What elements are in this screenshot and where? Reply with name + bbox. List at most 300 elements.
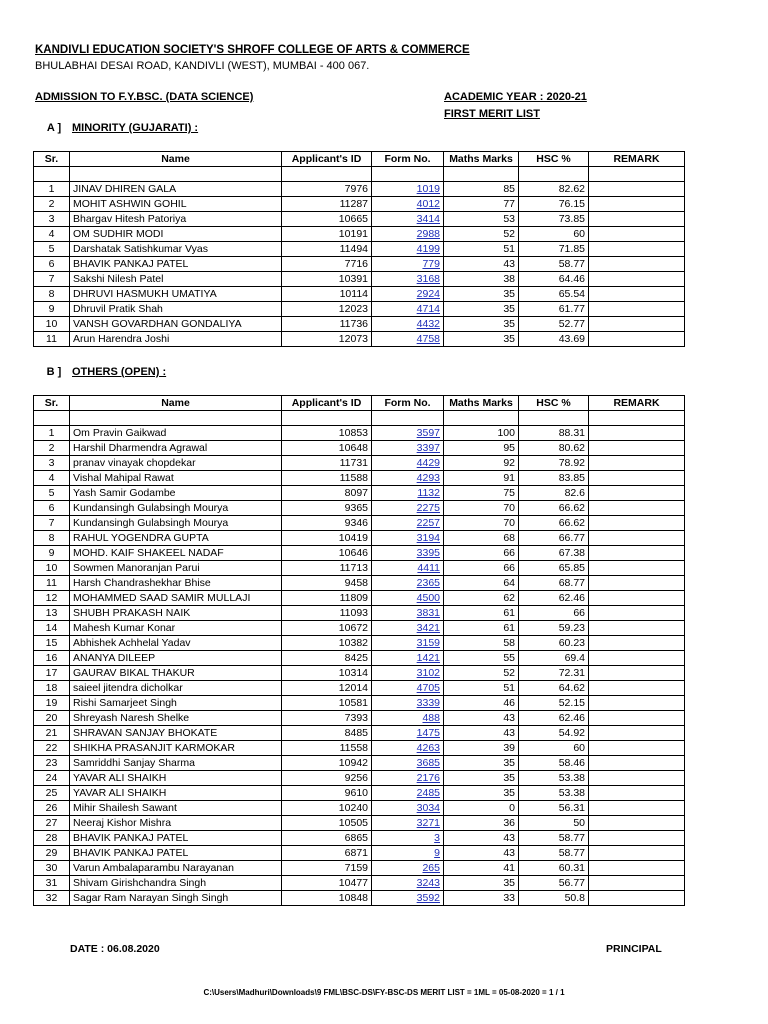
table-row (34, 182, 685, 197)
cell-sr: 25 (34, 786, 70, 801)
cell-name: Bhargav Hitesh Patoriya (70, 212, 282, 227)
table-row (34, 212, 685, 227)
cell-name: Harsh Chandrashekhar Bhise (70, 576, 282, 591)
cell-form[interactable] (372, 456, 444, 471)
table-row (34, 621, 685, 636)
cell-form[interactable] (372, 546, 444, 561)
form-number-link[interactable]: 4012 (416, 198, 440, 210)
merit-list-title: FIRST MERIT LIST (444, 108, 540, 120)
form-number-link[interactable]: 4500 (416, 592, 440, 604)
cell-sr: 27 (34, 816, 70, 831)
cell-form[interactable] (372, 876, 444, 891)
cell-name: Kundansingh Gulabsingh Mourya (70, 516, 282, 531)
cell-maths: 43 (444, 846, 519, 861)
cell-id: 12023 (282, 302, 372, 317)
cell-sr: 4 (34, 471, 70, 486)
table-row (34, 876, 685, 891)
cell-hsc: 62.46 (519, 711, 589, 726)
cell-form[interactable] (372, 891, 444, 906)
blank-cell (589, 167, 685, 182)
blank-cell (519, 167, 589, 182)
cell-sr: 4 (34, 227, 70, 242)
cell-hsc: 43.69 (519, 332, 589, 347)
cell-id: 10382 (282, 636, 372, 651)
cell-maths: 35 (444, 302, 519, 317)
cell-remark (589, 636, 685, 651)
table-row (34, 257, 685, 272)
cell-name: MOHAMMED SAAD SAMIR MULLAJI (70, 591, 282, 606)
cell-sr: 11 (34, 332, 70, 347)
cell-name: JINAV DHIREN GALA (70, 182, 282, 197)
cell-form[interactable] (372, 287, 444, 302)
cell-form[interactable] (372, 302, 444, 317)
cell-remark (589, 227, 685, 242)
applicant-id-header: Applicant's ID (282, 396, 372, 411)
cell-form[interactable] (372, 606, 444, 621)
form-number-link[interactable]: 4714 (416, 303, 440, 315)
cell-form[interactable] (372, 801, 444, 816)
cell-sr: 6 (34, 257, 70, 272)
cell-form[interactable] (372, 756, 444, 771)
cell-remark (589, 456, 685, 471)
cell-id: 10191 (282, 227, 372, 242)
cell-remark (589, 801, 685, 816)
cell-hsc: 50.8 (519, 891, 589, 906)
form-number-link[interactable]: 2275 (416, 502, 440, 514)
cell-hsc: 52.15 (519, 696, 589, 711)
cell-name: RAHUL YOGENDRA GUPTA (70, 531, 282, 546)
cell-id: 10240 (282, 801, 372, 816)
table-row (34, 332, 685, 347)
cell-id: 8485 (282, 726, 372, 741)
cell-name: YAVAR ALI SHAIKH (70, 771, 282, 786)
section-label: A ] (46, 122, 62, 134)
cell-form[interactable] (372, 711, 444, 726)
cell-form[interactable] (372, 516, 444, 531)
cell-hsc: 60 (519, 227, 589, 242)
cell-name: Vishal Mahipal Rawat (70, 471, 282, 486)
cell-form[interactable] (372, 212, 444, 227)
blank-cell (589, 411, 685, 426)
cell-name: Sagar Ram Narayan Singh Singh (70, 891, 282, 906)
table-row (34, 426, 685, 441)
cell-name: GAURAV BIKAL THAKUR (70, 666, 282, 681)
form-number-link[interactable]: 1475 (416, 727, 440, 739)
cell-sr: 29 (34, 846, 70, 861)
cell-maths: 64 (444, 576, 519, 591)
cell-name: Mihir Shailesh Sawant (70, 801, 282, 816)
form-number-link[interactable]: 3159 (416, 637, 440, 649)
cell-maths: 85 (444, 182, 519, 197)
table-row (34, 197, 685, 212)
cell-remark (589, 891, 685, 906)
cell-id: 10505 (282, 816, 372, 831)
cell-remark (589, 741, 685, 756)
cell-maths: 35 (444, 287, 519, 302)
blank-cell (282, 167, 372, 182)
cell-remark (589, 831, 685, 846)
cell-hsc: 62.46 (519, 591, 589, 606)
cell-remark (589, 696, 685, 711)
cell-form[interactable] (372, 771, 444, 786)
cell-remark (589, 441, 685, 456)
cell-maths: 43 (444, 726, 519, 741)
cell-maths: 77 (444, 197, 519, 212)
cell-remark (589, 771, 685, 786)
cell-form[interactable] (372, 741, 444, 756)
cell-form[interactable] (372, 182, 444, 197)
cell-sr: 30 (34, 861, 70, 876)
cell-hsc: 60 (519, 741, 589, 756)
cell-remark (589, 531, 685, 546)
date-label: DATE : 06.08.2020 (70, 943, 160, 955)
cell-hsc: 53.38 (519, 786, 589, 801)
cell-maths: 51 (444, 242, 519, 257)
form-number-link[interactable]: 3271 (416, 817, 440, 829)
cell-form[interactable] (372, 227, 444, 242)
cell-hsc: 67.38 (519, 546, 589, 561)
cell-remark (589, 287, 685, 302)
cell-remark (589, 257, 685, 272)
form-number-link[interactable]: 3102 (416, 667, 440, 679)
cell-form[interactable] (372, 531, 444, 546)
form-number-link[interactable]: 4432 (416, 318, 440, 330)
cell-maths: 91 (444, 471, 519, 486)
cell-id: 7976 (282, 182, 372, 197)
cell-form[interactable] (372, 197, 444, 212)
cell-maths: 58 (444, 636, 519, 651)
cell-hsc: 56.31 (519, 801, 589, 816)
table-row (34, 651, 685, 666)
blank-cell (444, 167, 519, 182)
blank-cell (70, 411, 282, 426)
cell-sr: 2 (34, 197, 70, 212)
cell-sr: 6 (34, 501, 70, 516)
cell-id: 10114 (282, 287, 372, 302)
cell-name: Sakshi Nilesh Patel (70, 272, 282, 287)
cell-maths: 95 (444, 441, 519, 456)
cell-form[interactable] (372, 501, 444, 516)
cell-hsc: 58.77 (519, 846, 589, 861)
cell-form[interactable] (372, 666, 444, 681)
form-number-link[interactable]: 3243 (416, 877, 440, 889)
form-number-link[interactable]: 779 (422, 258, 440, 270)
cell-hsc: 69.4 (519, 651, 589, 666)
cell-form[interactable] (372, 486, 444, 501)
cell-hsc: 82.6 (519, 486, 589, 501)
cell-hsc: 53.38 (519, 771, 589, 786)
cell-hsc: 61.77 (519, 302, 589, 317)
form-number-link[interactable]: 4429 (416, 457, 440, 469)
cell-hsc: 72.31 (519, 666, 589, 681)
cell-remark (589, 876, 685, 891)
form-number-link[interactable]: 4263 (416, 742, 440, 754)
cell-name: DHRUVI HASMUKH UMATIYA (70, 287, 282, 302)
college-name: KANDIVLI EDUCATION SOCIETY'S SHROFF COLLEGE OF ARTS & COMMERCE (35, 44, 470, 56)
table-row (34, 302, 685, 317)
cell-remark (589, 591, 685, 606)
cell-name: BHAVIK PANKAJ PATEL (70, 257, 282, 272)
cell-form[interactable] (372, 242, 444, 257)
cell-id: 10581 (282, 696, 372, 711)
cell-remark (589, 242, 685, 257)
cell-hsc: 71.85 (519, 242, 589, 257)
cell-sr: 5 (34, 242, 70, 257)
cell-sr: 19 (34, 696, 70, 711)
cell-form[interactable] (372, 257, 444, 272)
form-number-link[interactable]: 3592 (416, 892, 440, 904)
cell-remark (589, 576, 685, 591)
table-row (34, 786, 685, 801)
cell-id: 7393 (282, 711, 372, 726)
form-number-link[interactable]: 3831 (416, 607, 440, 619)
cell-form[interactable] (372, 726, 444, 741)
cell-maths: 66 (444, 561, 519, 576)
table-row (34, 681, 685, 696)
cell-maths: 0 (444, 801, 519, 816)
cell-sr: 1 (34, 426, 70, 441)
cell-sr: 16 (34, 651, 70, 666)
cell-hsc: 65.85 (519, 561, 589, 576)
cell-maths: 43 (444, 831, 519, 846)
maths-marks-header: Maths Marks (444, 396, 519, 411)
form-number-link[interactable]: 4411 (417, 562, 440, 574)
cell-id: 11731 (282, 456, 372, 471)
cell-id: 9365 (282, 501, 372, 516)
form-number-link[interactable]: 2176 (416, 772, 440, 784)
form-number-link[interactable]: 3168 (416, 273, 440, 285)
cell-form[interactable] (372, 332, 444, 347)
cell-hsc: 66.62 (519, 501, 589, 516)
cell-sr: 5 (34, 486, 70, 501)
cell-form[interactable] (372, 696, 444, 711)
cell-form[interactable] (372, 861, 444, 876)
cell-maths: 43 (444, 257, 519, 272)
form-number-link[interactable]: 3034 (416, 802, 440, 814)
cell-form[interactable] (372, 272, 444, 287)
cell-id: 10853 (282, 426, 372, 441)
cell-remark (589, 546, 685, 561)
cell-form[interactable] (372, 681, 444, 696)
form-number-link[interactable]: 2257 (416, 517, 440, 529)
cell-sr: 11 (34, 576, 70, 591)
cell-sr: 3 (34, 212, 70, 227)
cell-id: 8425 (282, 651, 372, 666)
cell-maths: 92 (444, 456, 519, 471)
cell-hsc: 83.85 (519, 471, 589, 486)
cell-sr: 10 (34, 561, 70, 576)
cell-maths: 75 (444, 486, 519, 501)
cell-id: 9458 (282, 576, 372, 591)
cell-remark (589, 561, 685, 576)
cell-sr: 17 (34, 666, 70, 681)
table-row (34, 816, 685, 831)
table-row (34, 606, 685, 621)
cell-name: Dhruvil Pratik Shah (70, 302, 282, 317)
cell-name: SHUBH PRAKASH NAIK (70, 606, 282, 621)
remark-header: REMARK (589, 152, 685, 167)
cell-form[interactable] (372, 816, 444, 831)
form-number-link[interactable]: 4705 (416, 682, 440, 694)
cell-form[interactable] (372, 441, 444, 456)
cell-remark (589, 651, 685, 666)
cell-form[interactable] (372, 576, 444, 591)
table-row (34, 801, 685, 816)
cell-hsc: 65.54 (519, 287, 589, 302)
cell-id: 11588 (282, 471, 372, 486)
cell-id: 10419 (282, 531, 372, 546)
sr-header: Sr. (34, 152, 70, 167)
cell-id: 11494 (282, 242, 372, 257)
cell-name: Kundansingh Gulabsingh Mourya (70, 501, 282, 516)
cell-name: Shreyash Naresh Shelke (70, 711, 282, 726)
cell-form[interactable] (372, 471, 444, 486)
open-merit-table (33, 395, 685, 906)
cell-sr: 8 (34, 531, 70, 546)
cell-id: 10477 (282, 876, 372, 891)
form-number-link[interactable]: 2365 (416, 577, 440, 589)
cell-maths: 52 (444, 227, 519, 242)
hsc-header: HSC % (519, 396, 589, 411)
form-number-link[interactable]: 1019 (416, 183, 440, 195)
cell-form[interactable] (372, 651, 444, 666)
form-number-link[interactable]: 265 (422, 862, 440, 874)
section-label: B ] (46, 366, 62, 378)
form-number-link[interactable]: 3194 (416, 532, 440, 544)
cell-name: SHIKHA PRASANJIT KARMOKAR (70, 741, 282, 756)
cell-form[interactable] (372, 426, 444, 441)
blank-cell (34, 411, 70, 426)
cell-hsc: 59.23 (519, 621, 589, 636)
form-number-link[interactable]: 3421 (416, 622, 440, 634)
cell-maths: 61 (444, 621, 519, 636)
cell-id: 10314 (282, 666, 372, 681)
table-row (34, 756, 685, 771)
cell-form[interactable] (372, 317, 444, 332)
cell-sr: 28 (34, 831, 70, 846)
applicant-id-header: Applicant's ID (282, 152, 372, 167)
section-title: MINORITY (GUJARATI) : (72, 122, 199, 134)
cell-maths: 61 (444, 606, 519, 621)
cell-name: SHRAVAN SANJAY BHOKATE (70, 726, 282, 741)
form-number-link[interactable]: 3 (434, 832, 440, 844)
cell-sr: 14 (34, 621, 70, 636)
cell-maths: 52 (444, 666, 519, 681)
cell-remark (589, 212, 685, 227)
form-number-link[interactable]: 3414 (416, 213, 440, 225)
cell-name: Harshil Dharmendra Agrawal (70, 441, 282, 456)
cell-sr: 20 (34, 711, 70, 726)
form-number-link[interactable]: 2485 (416, 787, 440, 799)
cell-maths: 62 (444, 591, 519, 606)
cell-remark (589, 711, 685, 726)
cell-form[interactable] (372, 621, 444, 636)
cell-hsc: 68.77 (519, 576, 589, 591)
cell-hsc: 64.62 (519, 681, 589, 696)
form-number-link[interactable]: 488 (422, 712, 440, 724)
file-path-footer: C:\Users\Madhuri\Downloads\9 FML\BSC-DS\FY-BSC-DS MERIT LIST = 1ML = 05-08-2020 = 1 / 1 (203, 988, 565, 997)
form-number-link[interactable]: 1421 (416, 652, 440, 664)
form-number-link[interactable]: 2924 (416, 288, 440, 300)
form-number-link[interactable]: 4293 (416, 472, 440, 484)
cell-sr: 24 (34, 771, 70, 786)
cell-maths: 100 (444, 426, 519, 441)
form-number-link[interactable]: 4199 (416, 243, 440, 255)
table-row (34, 741, 685, 756)
cell-hsc: 82.62 (519, 182, 589, 197)
form-number-link[interactable]: 9 (434, 847, 440, 859)
cell-hsc: 64.46 (519, 272, 589, 287)
cell-id: 12014 (282, 681, 372, 696)
form-number-link[interactable]: 1132 (417, 487, 440, 499)
blank-cell (372, 411, 444, 426)
cell-hsc: 50 (519, 816, 589, 831)
cell-form[interactable] (372, 786, 444, 801)
name-header: Name (70, 152, 282, 167)
table-row (34, 561, 685, 576)
cell-hsc: 78.92 (519, 456, 589, 471)
cell-remark (589, 501, 685, 516)
cell-form[interactable] (372, 846, 444, 861)
academic-year: ACADEMIC YEAR : 2020-21 (444, 91, 587, 103)
cell-remark (589, 666, 685, 681)
cell-name: Mahesh Kumar Konar (70, 621, 282, 636)
form-number-link[interactable]: 3685 (416, 757, 440, 769)
table-row (34, 471, 685, 486)
cell-sr: 13 (34, 606, 70, 621)
table-row (34, 546, 685, 561)
cell-sr: 32 (34, 891, 70, 906)
cell-id: 9346 (282, 516, 372, 531)
cell-maths: 36 (444, 816, 519, 831)
form-number-link[interactable]: 3597 (416, 427, 440, 439)
cell-sr: 31 (34, 876, 70, 891)
cell-remark (589, 197, 685, 212)
form-no-header: Form No. (372, 152, 444, 167)
form-no-header: Form No. (372, 396, 444, 411)
cell-form[interactable] (372, 591, 444, 606)
cell-remark (589, 786, 685, 801)
cell-form[interactable] (372, 636, 444, 651)
cell-form[interactable] (372, 561, 444, 576)
cell-sr: 9 (34, 302, 70, 317)
cell-id: 10942 (282, 756, 372, 771)
cell-maths: 35 (444, 771, 519, 786)
cell-maths: 66 (444, 546, 519, 561)
form-number-link[interactable]: 2988 (416, 228, 440, 240)
section-a-heading (36, 122, 198, 134)
blank-row (34, 411, 685, 426)
cell-hsc: 58.77 (519, 831, 589, 846)
cell-hsc: 88.31 (519, 426, 589, 441)
cell-name: BHAVIK PANKAJ PATEL (70, 831, 282, 846)
cell-form[interactable] (372, 831, 444, 846)
form-number-link[interactable]: 3339 (416, 697, 440, 709)
cell-remark (589, 846, 685, 861)
table-row (34, 861, 685, 876)
cell-name: BHAVIK PANKAJ PATEL (70, 846, 282, 861)
form-number-link[interactable]: 3397 (416, 442, 440, 454)
form-number-link[interactable]: 3395 (416, 547, 440, 559)
cell-id: 10648 (282, 441, 372, 456)
cell-hsc: 54.92 (519, 726, 589, 741)
table-row (34, 317, 685, 332)
form-number-link[interactable]: 4758 (416, 333, 440, 345)
cell-maths: 55 (444, 651, 519, 666)
cell-maths: 35 (444, 317, 519, 332)
blank-cell (70, 167, 282, 182)
principal-signature-label: PRINCIPAL (606, 943, 662, 955)
